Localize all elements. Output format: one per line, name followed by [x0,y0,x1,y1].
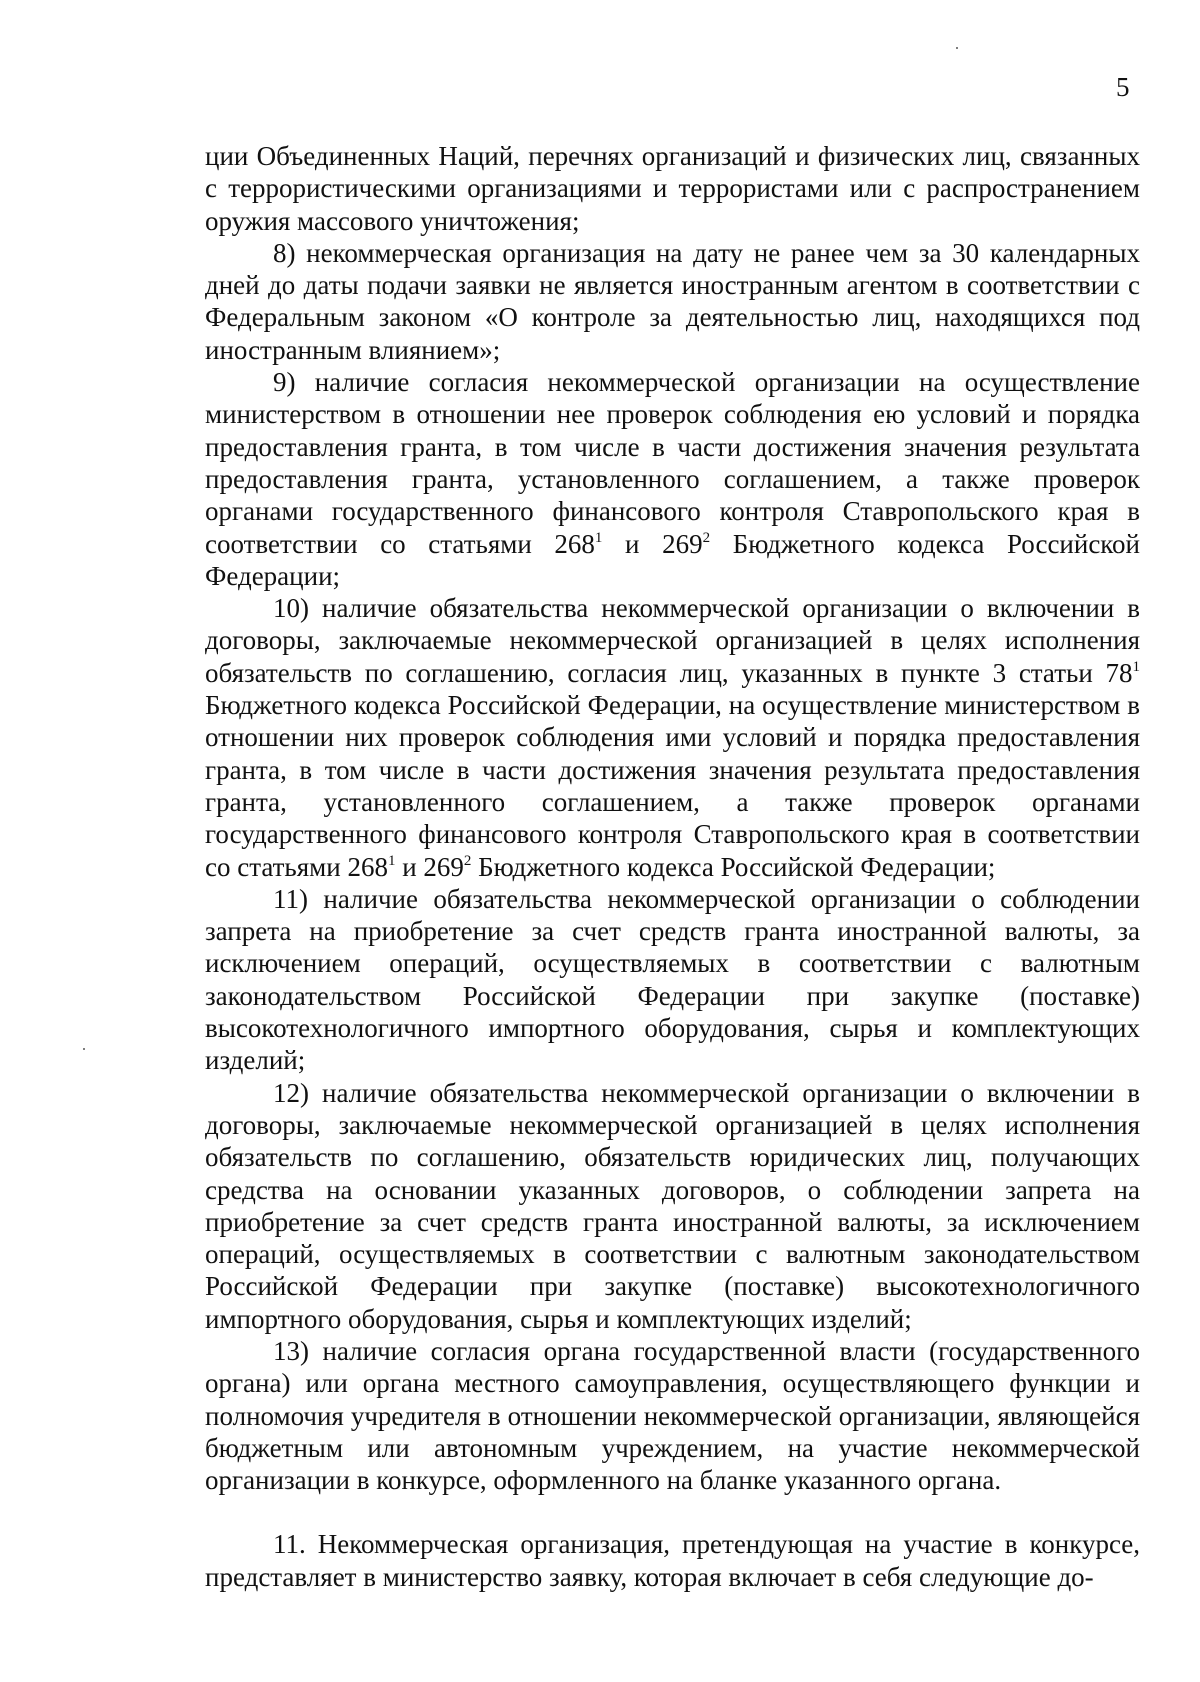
paragraph-item-9 [205,366,1140,592]
paragraph-item-8: 8) некоммерческая организация на дату не ранее чем за 30 календарных дней до даты подачи заявки не является иностранным агентом в соответствии с Федеральным законом «О контроле за деятельностью лиц, находящихся под иностранным влиянием»; [205,237,1140,365]
paragraph-item-13: 13) наличие согласия органа государственной власти (государственного органа) или органа местного самоуправления, осуществляющего функции и полномочия учредителя в отношении некоммерческой организации, являющейся бюджетным или автономным учреждением, на участие некоммерческой организации в конкурсе, оформленного на бланке указанного органа. [205,1335,1140,1496]
paragraph-item-10-text-b: Бюджетного кодекса Российской Федерации, на осуществление министерством в отношении них проверок соблюдения ими условий и порядка предоставления гранта, в том числе в части достижения значения результата предоставления гранта, установленного соглашением, а также проверок органами государственного финансового контроля Ставропольского края в соответствии со статьями 268 [205,690,1140,882]
superscript: 1 [594,529,603,546]
document-body [205,140,1140,1593]
paragraph-item-9-text-b: и 269 [602,528,703,559]
superscript: 2 [463,852,472,869]
paragraph-item-9-text-a: 9) наличие согласия некоммерческой организации на осуществление министерством в отношении нее проверок соблюдения ею условий и порядка предоставления гранта, в том числе в части достижения значения результата предоставления гранта, установленного соглашением, а также проверок органами государственного финансового контроля Ставропольского края в соответствии со статьями 268 [205,367,1140,559]
superscript: 1 [1132,658,1140,675]
paragraph-item-10 [205,592,1140,883]
paragraph-continuation: ции Объединенных Наций, перечнях организаций и физических лиц, связанных с террористическими организациями и террористами или с распространением оружия массового уничтожения; [205,141,1140,236]
superscript: 1 [387,852,396,869]
paragraph-item-9-text-c: Бюджетного кодекса Российской Федерации; [205,528,1141,591]
paragraph-clause-11: 11. Некоммерческая организация, претендующая на участие в конкурсе, представляет в министерство заявку, которая включает в себя следующие до- [205,1529,1140,1592]
scan-speck [83,1048,85,1050]
page-number: 5 [1116,72,1130,102]
scan-speck [956,47,958,49]
paragraph-item-10-text-a: 10) наличие обязательства некоммерческой организации о включении в договоры, заключаемые некоммерческой организацией в целях исполнения обязательств по соглашению, согласия лиц, указанных в пункте 3 статьи 78 [205,593,1140,688]
paragraph-item-12: 12) наличие обязательства некоммерческой организации о включении в договоры, заключаемые некоммерческой организацией в целях исполнения обязательств по соглашению, обязательств юридических лиц, получающих средства на основании указанных договоров, о соблюдении запрета на приобретение за счет средств гранта иностранной валюты, за исключением операций, осуществляемых в соответствии с валютным законодательством Российской Федерации при закупке (поставке) высокотехнологичного импортного оборудования, сырья и комплектующих изделий; [205,1077,1140,1334]
paragraph-item-10-text-d: Бюджетного кодекса Российской Федерации; [471,851,996,882]
paragraph-item-11: 11) наличие обязательства некоммерческой организации о соблюдении запрета на приобретение за счет средств гранта иностранной валюты, за исключением операций, осуществляемых в соответствии с валютным законодательством Российской Федерации при закупке (поставке) высокотехнологичного импортного оборудования, сырья и комплектующих изделий; [205,883,1140,1076]
superscript: 2 [702,529,711,546]
paragraph-item-10-text-c: и 269 [395,851,464,882]
